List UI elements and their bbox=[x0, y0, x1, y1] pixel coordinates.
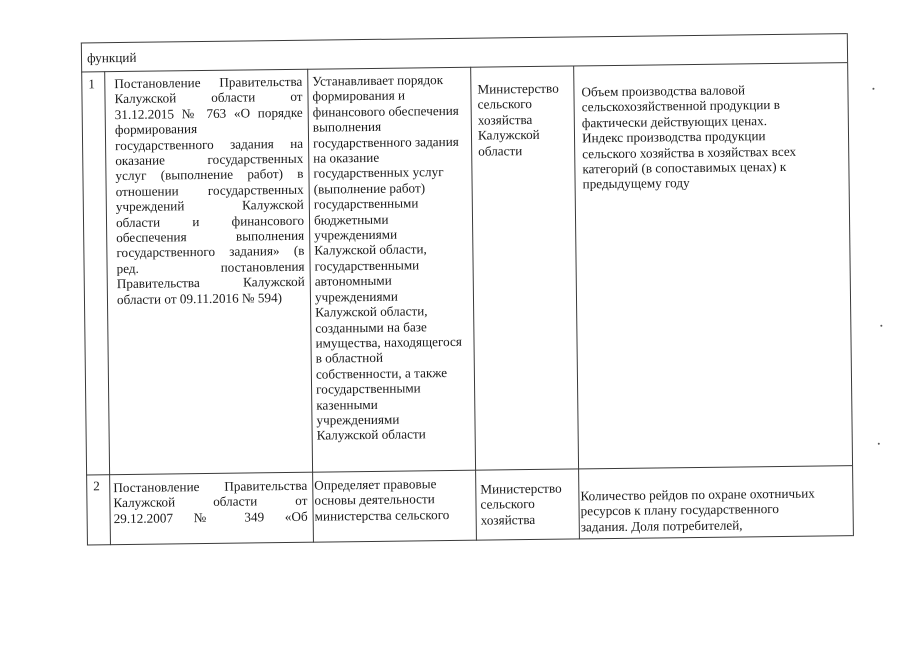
description-line: государственными bbox=[315, 380, 421, 397]
description-line: формирования и bbox=[312, 87, 406, 105]
authority-line: хозяйства bbox=[480, 511, 536, 528]
description-line: бюджетными bbox=[313, 211, 389, 228]
row2-description-cell bbox=[314, 476, 473, 524]
row1-bottom-border bbox=[86, 465, 852, 475]
document-line: ред. постановления bbox=[116, 258, 305, 276]
document-line: Калужской области от bbox=[113, 493, 308, 511]
document-line: формирования bbox=[114, 121, 198, 138]
description-line: государственными bbox=[314, 257, 420, 274]
document-line: 31.12.2015 № 763 «О порядке bbox=[114, 104, 303, 122]
description-line: Устанавливает порядок bbox=[312, 72, 444, 89]
header-row-text: функций bbox=[86, 49, 137, 66]
row1-authority-cell bbox=[477, 81, 572, 159]
authority-line: Министерство bbox=[480, 480, 562, 497]
indicator-line: фактически действующих ценах. bbox=[581, 112, 768, 131]
document-line: области от 09.11.2016 № 594) bbox=[116, 289, 283, 307]
document-line: отношении государственных bbox=[115, 181, 304, 199]
indicator-line: Индекс производства продукции bbox=[581, 128, 766, 146]
description-line: основы деятельности bbox=[314, 491, 435, 509]
indicator-line: задания. Доля потребителей, bbox=[580, 517, 743, 535]
authority-line: Министерство bbox=[477, 80, 559, 97]
document-line: учреждений Калужской bbox=[115, 197, 304, 215]
description-line: Калужской области bbox=[316, 426, 426, 443]
document-line: услуг (выполнение работ) в bbox=[115, 166, 304, 184]
description-line: государственными bbox=[313, 195, 419, 212]
row2-authority-cell bbox=[480, 480, 575, 527]
indicator-line: Количество рейдов по охране охотничьих bbox=[580, 485, 815, 504]
scan-speck bbox=[880, 325, 882, 327]
scan-speck bbox=[878, 443, 880, 445]
description-line: финансового обеспечения bbox=[312, 102, 459, 120]
description-line: государственного задания bbox=[312, 133, 459, 151]
document-line: оказание государственных bbox=[115, 150, 304, 169]
document-line: Постановление Правительства bbox=[113, 477, 308, 496]
description-line: на оказание bbox=[313, 149, 380, 166]
scan-speck bbox=[872, 88, 874, 90]
indicator-line: предыдущему году bbox=[582, 175, 690, 192]
table-left-border bbox=[81, 42, 88, 545]
table-top-border bbox=[81, 33, 847, 43]
row1-description-cell bbox=[312, 72, 473, 444]
document-line: государственного задания» (в bbox=[116, 243, 305, 261]
indicator-line: категорий (в сопоставимых ценах) к bbox=[582, 158, 787, 177]
table-right-border bbox=[847, 33, 854, 536]
indicator-line: Объем производства валовой bbox=[581, 82, 746, 100]
description-line: учреждениями bbox=[314, 288, 398, 305]
description-line: в областной bbox=[315, 350, 384, 366]
indicator-line: сельскохозяйственной продукции в bbox=[581, 97, 781, 115]
description-line: государственных услуг bbox=[313, 164, 444, 182]
document-line: области и финансового bbox=[115, 212, 305, 230]
description-line: собственности, а также bbox=[315, 364, 448, 382]
table-bottom-border bbox=[87, 535, 853, 545]
description-line: созданными на базе bbox=[315, 318, 427, 336]
indicator-line: сельского хозяйства в хозяйствах всех bbox=[582, 143, 797, 161]
row1-number: 1 bbox=[88, 76, 96, 92]
authority-line: хозяйства bbox=[477, 111, 533, 128]
document-line: Правительства Калужской bbox=[116, 274, 305, 292]
description-line: автономными bbox=[314, 272, 392, 289]
document-line: Калужской области от bbox=[114, 89, 303, 107]
document-line: обеспечения выполнения bbox=[116, 227, 305, 246]
description-line: (выполнение работ) bbox=[313, 180, 426, 197]
row2-document-cell bbox=[113, 478, 308, 527]
row1-document-cell bbox=[114, 74, 305, 307]
description-line: учреждениями bbox=[316, 411, 400, 428]
row2-number: 2 bbox=[93, 478, 100, 494]
document-line: Постановление Правительства bbox=[114, 73, 303, 92]
authority-line: области bbox=[478, 142, 523, 159]
document-line: государственного задания на bbox=[114, 135, 304, 153]
row1-indicator-cell bbox=[581, 81, 842, 192]
indicator-line: ресурсов к плану государственного bbox=[580, 501, 780, 519]
description-line: выполнения bbox=[312, 119, 382, 135]
authority-line: Калужской bbox=[477, 127, 540, 143]
row2-indicator-cell bbox=[580, 485, 847, 534]
document-line: 29.12.2007 № 349 «Об bbox=[113, 508, 308, 526]
description-line: казенными bbox=[316, 396, 378, 413]
authority-line: сельского bbox=[480, 496, 535, 513]
authority-line: сельского bbox=[477, 96, 533, 113]
description-line: учреждениями bbox=[314, 226, 398, 243]
description-line: Определяет правовые bbox=[314, 476, 437, 493]
description-line: Калужской области, bbox=[315, 303, 428, 320]
description-line: Калужской области, bbox=[314, 241, 427, 259]
description-line: имущества, находящегося bbox=[315, 333, 462, 351]
description-line: министерства сельского bbox=[314, 506, 450, 524]
